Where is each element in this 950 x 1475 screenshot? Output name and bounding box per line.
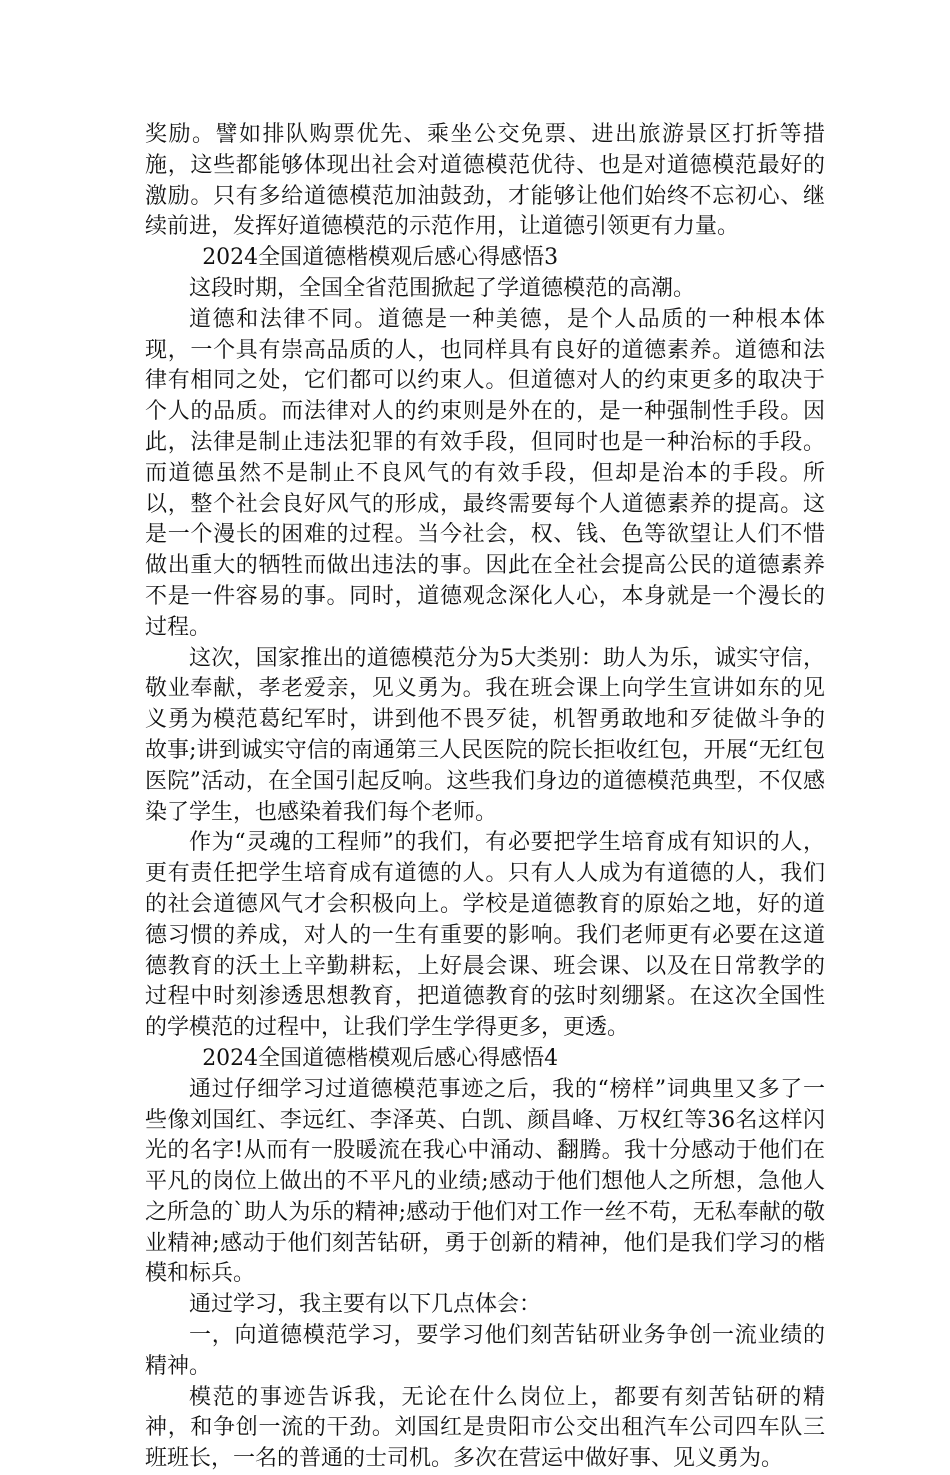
paragraph-body: 这段时期，全国全省范围掀起了学道德模范的高潮。 bbox=[189, 275, 696, 301]
paragraph-body: 模范的事迹告诉我，无论在什么岗位上，都要有刻苦钻研的精神，和争创一流的干劲。刘国红是贵阳市公交出租汽车公司四车队三班班长，一名的普通的士司机。多次在营运中做好事、见义勇为。 bbox=[145, 1384, 825, 1472]
paragraph-body: 奖励。譬如排队购票优先、乘坐公交免票、进出旅游景区打折等措施，这些都能够体现出社会对道德模范优待、也是对道德模范最好的激励。只有多给道德模范加油鼓劲，才能够让他们始终不忘初心、继续前进，发挥好道德模范的示范作用，让道德引领更有力量。 bbox=[145, 122, 825, 240]
paragraph-body: 通过仔细学习过道德模范事迹之后，我的“榜样”词典里又多了一些像刘国红、李远红、李泽英、白凯、颜昌峰、万权红等36名这样闪光的名字!从而有一股暖流在我心中涌动、翻腾。我十分感动于他们在平凡的岗位上做出的不平凡的业绩;感动于他们想他人之所想，急他人之所急的`助人为乐的精神;感动于他们对工作一丝不苟，无私奉献的敬业精神;感动于他们刻苦钻研，勇于创新的精神，他们是我们学习的楷模和标兵。 bbox=[145, 1076, 825, 1287]
section-heading: 2024全国道德楷模观后感心得感悟3 bbox=[202, 245, 559, 271]
paragraph-body: 作为“灵魂的工程师”的我们，有必要把学生培育成有知识的人，更有责任把学生培育成有道德的人。只有人人成为有道德的人，我们的社会道德风气才会积极向上。学校是道德教育的原始之地，好的道德习惯的养成，对人的一生有重要的影响。我们老师更有必要在这道德教育的沃土上辛勤耕耘，上好晨会课、班会课、以及在日常教学的过程中时刻渗透思想教育，把道德教育的弦时刻绷紧。在这次全国性的学模范的过程中，让我们学生学得更多，更透。 bbox=[145, 830, 825, 1041]
paragraph-body: 这次，国家推出的道德模范分为5大类别：助人为乐，诚实守信，敬业奉献，孝老爱亲，见义勇为。我在班会课上向学生宣讲如东的见义勇为模范葛纪军时，讲到他不畏歹徒，机智勇敢地和歹徒做斗争的故事;讲到诚实守信的南通第三人民医院的院长拒收红包，开展“无红包医院”活动，在全国引起反响。这些我们身边的道德模范典型，不仅感染了学生，也感染着我们每个老师。 bbox=[145, 645, 825, 825]
paragraph-body: 道德和法律不同。道德是一种美德，是个人品质的一种根本体现，一个具有崇高品质的人，也同样具有良好的道德素养。道德和法律有相同之处，它们都可以约束人。但道德对人的约束更多的取决于个人的品质。而法律对人的约束则是外在的，是一种强制性手段。因此，法律是制止违法犯罪的有效手段，但同时也是一种治标的手段。而道德虽然不是制止不良风气的有效手段，但却是治本的手段。所以，整个社会良好风气的形成，最终需要每个人道德素养的提高。这是一个漫长的困难的过程。当今社会，权、钱、色等欲望让人们不惜做出重大的牺牲而做出违法的事。因此在全社会提高公民的道德素养不是一件容易的事。同时，道德观念深化人心，本身就是一个漫长的过程。 bbox=[145, 306, 825, 640]
paragraph-body: 一，向道德模范学习，要学习他们刻苦钻研业务争创一流业绩的精神。 bbox=[145, 1323, 825, 1379]
paragraph-body: 通过学习，我主要有以下几点体会： bbox=[189, 1292, 542, 1318]
section-heading: 2024全国道德楷模观后感心得感悟4 bbox=[202, 1045, 559, 1071]
document-page bbox=[145, 120, 825, 1475]
